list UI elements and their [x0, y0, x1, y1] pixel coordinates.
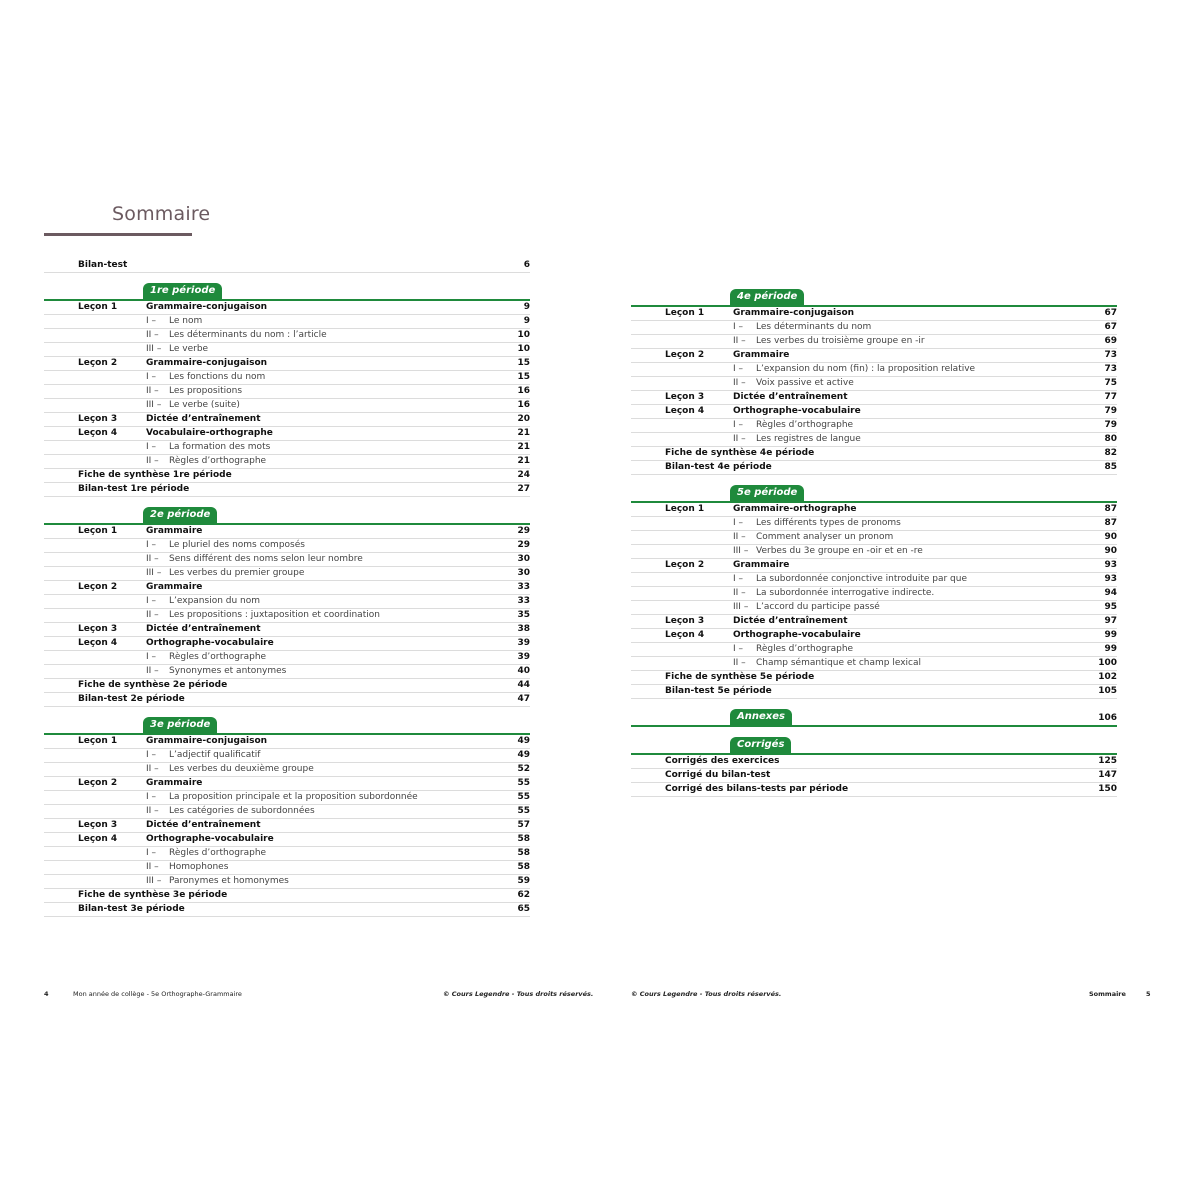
entry-text: Les fonctions du nom: [169, 372, 266, 382]
entry-heading: Grammaire: [146, 582, 203, 592]
toc-entry[interactable]: [44, 259, 530, 273]
entry-number: II –: [146, 554, 159, 564]
entry-text: Les catégories de subordonnées: [169, 806, 315, 816]
entry-text: Règles d’orthographe: [169, 652, 267, 662]
entry-text: Les déterminants du nom: [756, 322, 872, 332]
period-header: [44, 713, 530, 735]
page-number: 79: [1104, 420, 1117, 430]
toc-subentry[interactable]: [44, 805, 530, 819]
toc-subentry[interactable]: [44, 539, 530, 553]
period-header: [631, 705, 1117, 727]
toc-subentry[interactable]: [44, 329, 530, 343]
entry-number: I –: [733, 420, 744, 430]
period-title: Corrigés: [730, 737, 791, 753]
entry-heading: Dictée d’entraînement: [733, 392, 848, 402]
entry-label: Leçon 4: [665, 406, 705, 416]
entry-number: II –: [146, 386, 159, 396]
entry-label: Bilan-test: [78, 260, 128, 270]
entry-heading: Vocabulaire-orthographe: [146, 428, 273, 438]
toc-entry[interactable]: [631, 755, 1117, 769]
toc-subentry[interactable]: [44, 651, 530, 665]
page-number: 21: [517, 456, 530, 466]
entry-text: Règles d’orthographe: [756, 644, 854, 654]
entry-label: Leçon 3: [78, 820, 118, 830]
entry-number: II –: [733, 658, 746, 668]
page-number: 102: [1098, 672, 1117, 682]
entry-label: Leçon 2: [78, 582, 118, 592]
entry-heading: Orthographe-vocabulaire: [733, 630, 861, 640]
page-number: 38: [517, 624, 530, 634]
toc-subentry[interactable]: [44, 371, 530, 385]
toc-entry[interactable]: [44, 581, 530, 595]
entry-number: II –: [733, 434, 746, 444]
entry-number: II –: [733, 378, 746, 388]
entry-heading: Orthographe-vocabulaire: [146, 834, 274, 844]
entry-number: III –: [146, 876, 162, 886]
toc-subentry[interactable]: [631, 531, 1117, 545]
toc-subentry[interactable]: [44, 665, 530, 679]
toc-subentry[interactable]: [44, 399, 530, 413]
page-number: 99: [1104, 644, 1117, 654]
toc-subentry[interactable]: [631, 657, 1117, 671]
entry-number: I –: [733, 644, 744, 654]
page-number: 67: [1104, 308, 1117, 318]
toc-subentry[interactable]: [631, 601, 1117, 615]
period-header: [631, 733, 1117, 755]
entry-text: Les verbes du deuxième groupe: [169, 764, 314, 774]
entry-text: L’expansion du nom (fin) : la proposition relative: [756, 364, 976, 374]
entry-number: II –: [146, 806, 159, 816]
entry-number: I –: [146, 848, 157, 858]
page-number: 49: [517, 736, 530, 746]
entry-label: Leçon 2: [665, 350, 705, 360]
entry-label: Bilan-test 4e période: [665, 462, 772, 472]
period-title: Annexes: [730, 709, 792, 725]
toc-subentry[interactable]: [631, 643, 1117, 657]
page-number: 87: [1104, 518, 1117, 528]
period-header: [44, 279, 530, 301]
footer-left-copyright: © Cours Legendre - Tous droits réservés.: [443, 990, 594, 998]
entry-label: Leçon 4: [78, 638, 118, 648]
page-number: 93: [1104, 560, 1117, 570]
toc-subentry[interactable]: [631, 517, 1117, 531]
entry-label: Leçon 4: [78, 834, 118, 844]
page-number: 67: [1104, 322, 1117, 332]
entry-text: La proposition principale et la proposition subordonnée: [169, 792, 418, 802]
title-underline: [44, 233, 192, 236]
entry-text: Les différents types de pronoms: [756, 518, 901, 528]
page-number: 95: [1104, 602, 1117, 612]
entry-text: La subordonnée conjonctive introduite par que: [756, 574, 968, 584]
entry-label: Fiche de synthèse 4e période: [665, 448, 815, 458]
entry-text: Les propositions: [169, 386, 243, 396]
page-number: 93: [1104, 574, 1117, 584]
page-number: 79: [1104, 406, 1117, 416]
page-number: 10: [517, 344, 530, 354]
toc-entry[interactable]: [631, 447, 1117, 461]
page-number: 10: [517, 330, 530, 340]
page-number: 97: [1104, 616, 1117, 626]
toc-subentry[interactable]: [44, 861, 530, 875]
entry-number: I –: [733, 518, 744, 528]
page-number: 44: [517, 680, 530, 690]
toc-entry[interactable]: [631, 615, 1117, 629]
toc-entry[interactable]: [631, 391, 1117, 405]
entry-number: II –: [146, 862, 159, 872]
entry-number: I –: [733, 364, 744, 374]
page-title: Sommaire: [112, 203, 211, 225]
entry-text: L’adjectif qualificatif: [169, 750, 261, 760]
entry-label: Leçon 1: [78, 302, 118, 312]
entry-heading: Orthographe-vocabulaire: [146, 638, 274, 648]
toc-entry[interactable]: [44, 819, 530, 833]
toc-entry[interactable]: [44, 833, 530, 847]
toc-subentry[interactable]: [631, 321, 1117, 335]
toc-subentry[interactable]: [44, 791, 530, 805]
entry-number: I –: [146, 372, 157, 382]
entry-heading: Grammaire: [146, 778, 203, 788]
entry-number: II –: [146, 666, 159, 676]
entry-heading: Grammaire-orthographe: [733, 504, 857, 514]
entry-text: Paronymes et homonymes: [169, 876, 289, 886]
page-number: 73: [1104, 364, 1117, 374]
page-number: 21: [517, 428, 530, 438]
entry-heading: Grammaire-conjugaison: [146, 358, 268, 368]
page-number: 100: [1098, 658, 1117, 668]
page-number: 39: [517, 638, 530, 648]
toc-entry[interactable]: [631, 461, 1117, 475]
entry-label: Leçon 3: [78, 414, 118, 424]
page-number: 29: [517, 526, 530, 536]
page-number: 9: [523, 316, 530, 326]
entry-text: Champ sémantique et champ lexical: [756, 658, 922, 668]
toc-subentry[interactable]: [631, 573, 1117, 587]
page-number: 59: [517, 876, 530, 886]
page-number: 9: [523, 302, 530, 312]
entry-label: Fiche de synthèse 3e période: [78, 890, 228, 900]
page-number: 27: [517, 484, 530, 494]
page-number: 49: [517, 750, 530, 760]
entry-text: Le pluriel des noms composés: [169, 540, 305, 550]
entry-heading: Orthographe-vocabulaire: [733, 406, 861, 416]
entry-label: Leçon 2: [78, 358, 118, 368]
entry-text: Les verbes du premier groupe: [169, 568, 305, 578]
entry-text: Règles d’orthographe: [169, 456, 267, 466]
entry-label: Leçon 1: [665, 504, 705, 514]
page-number: 80: [1104, 434, 1117, 444]
entry-heading: Grammaire: [146, 526, 203, 536]
page-number: 85: [1104, 462, 1117, 472]
toc-entry[interactable]: [631, 307, 1117, 321]
page-number: 62: [517, 890, 530, 900]
toc-entry[interactable]: [631, 405, 1117, 419]
toc-left-column: [44, 259, 530, 917]
page-number: 33: [517, 582, 530, 592]
toc-subentry[interactable]: [44, 763, 530, 777]
page-number: 75: [1104, 378, 1117, 388]
entry-text: Le verbe (suite): [169, 400, 240, 410]
entry-label: Leçon 2: [665, 560, 705, 570]
entry-text: Sens différent des noms selon leur nombre: [169, 554, 363, 564]
page-number: 15: [517, 372, 530, 382]
entry-label: Corrigé du bilan-test: [665, 770, 771, 780]
entry-number: I –: [146, 792, 157, 802]
entry-text: Le nom: [169, 316, 203, 326]
toc-entry[interactable]: [44, 693, 530, 707]
toc-subentry[interactable]: [44, 343, 530, 357]
toc-subentry[interactable]: [631, 433, 1117, 447]
page-number: 87: [1104, 504, 1117, 514]
entry-text: La formation des mots: [169, 442, 271, 452]
toc-entry[interactable]: [631, 349, 1117, 363]
entry-number: I –: [733, 574, 744, 584]
footer-right-copyright: © Cours Legendre - Tous droits réservés.: [631, 990, 782, 998]
toc-entry[interactable]: [44, 679, 530, 693]
period-title: 3e période: [143, 717, 217, 733]
toc-entry[interactable]: [44, 525, 530, 539]
entry-heading: Grammaire-conjugaison: [146, 302, 268, 312]
page-number: 58: [517, 862, 530, 872]
toc-entry[interactable]: [631, 503, 1117, 517]
entry-label: Fiche de synthèse 2e période: [78, 680, 228, 690]
toc-subentry[interactable]: [44, 455, 530, 469]
toc-entry[interactable]: [631, 629, 1117, 643]
entry-label: Leçon 1: [665, 308, 705, 318]
page-number: 47: [517, 694, 530, 704]
entry-text: Verbes du 3e groupe en -oir et en -re: [756, 546, 923, 556]
page-number: 73: [1104, 350, 1117, 360]
entry-heading: Dictée d’entraînement: [146, 820, 261, 830]
entry-label: Bilan-test 1re période: [78, 484, 190, 494]
entry-text: Les déterminants du nom : l’article: [169, 330, 327, 340]
entry-number: II –: [733, 532, 746, 542]
page-number: 57: [517, 820, 530, 830]
toc-subentry[interactable]: [631, 335, 1117, 349]
toc-entry[interactable]: [44, 903, 530, 917]
toc-subentry[interactable]: [631, 363, 1117, 377]
toc-subentry[interactable]: [631, 545, 1117, 559]
page-number: 16: [517, 400, 530, 410]
entry-label: Leçon 1: [78, 526, 118, 536]
entry-label: Leçon 3: [665, 616, 705, 626]
period-title: 4e période: [730, 289, 804, 305]
period-header: [631, 285, 1117, 307]
entry-text: Les registres de langue: [756, 434, 861, 444]
page-number: 90: [1104, 546, 1117, 556]
entry-number: I –: [146, 652, 157, 662]
toc-entry[interactable]: [44, 413, 530, 427]
page-number: 55: [517, 792, 530, 802]
entry-text: L’accord du participe passé: [756, 602, 880, 612]
period-title: 2e période: [143, 507, 217, 523]
page-number: 33: [517, 596, 530, 606]
footer-left-page-number: 4: [44, 990, 49, 998]
page-number: 29: [517, 540, 530, 550]
toc-subentry[interactable]: [631, 377, 1117, 391]
period-header: [631, 481, 1117, 503]
period-header: [44, 503, 530, 525]
entry-text: Les propositions : juxtaposition et coordination: [169, 610, 380, 620]
entry-label: Fiche de synthèse 5e période: [665, 672, 815, 682]
entry-label: Leçon 2: [78, 778, 118, 788]
entry-label: Bilan-test 3e période: [78, 904, 185, 914]
page-number: 82: [1104, 448, 1117, 458]
toc-entry[interactable]: [44, 357, 530, 371]
entry-label: Corrigé des bilans-tests par période: [665, 784, 849, 794]
entry-text: Le verbe: [169, 344, 209, 354]
page-number: 35: [517, 610, 530, 620]
toc-entry[interactable]: [44, 777, 530, 791]
entry-text: L’expansion du nom: [169, 596, 261, 606]
entry-label: Leçon 3: [665, 392, 705, 402]
page-number: 105: [1098, 686, 1117, 696]
entry-label: Bilan-test 5e période: [665, 686, 772, 696]
entry-text: Homophones: [169, 862, 229, 872]
entry-heading: Dictée d’entraînement: [146, 624, 261, 634]
entry-text: Règles d’orthographe: [756, 420, 854, 430]
page-number: 55: [517, 806, 530, 816]
entry-number: I –: [146, 750, 157, 760]
toc-entry[interactable]: [44, 427, 530, 441]
page-number: 30: [517, 568, 530, 578]
entry-label: Leçon 4: [78, 428, 118, 438]
entry-number: II –: [733, 336, 746, 346]
entry-heading: Dictée d’entraînement: [733, 616, 848, 626]
entry-number: II –: [146, 456, 159, 466]
toc-entry[interactable]: [631, 783, 1117, 797]
toc-entry[interactable]: [44, 301, 530, 315]
entry-label: Leçon 3: [78, 624, 118, 634]
toc-subentry[interactable]: [44, 567, 530, 581]
page-number: 30: [517, 554, 530, 564]
footer-right-page-number: 5: [1146, 990, 1151, 998]
toc-entry[interactable]: [44, 623, 530, 637]
page-number: 90: [1104, 532, 1117, 542]
page-number: 77: [1104, 392, 1117, 402]
toc-entry[interactable]: [44, 637, 530, 651]
page-number: 15: [517, 358, 530, 368]
page-number: 125: [1098, 756, 1117, 766]
toc-subentry[interactable]: [44, 315, 530, 329]
page-number: 52: [517, 764, 530, 774]
toc-subentry[interactable]: [44, 385, 530, 399]
toc-right-column: [631, 279, 1117, 797]
page-number: 58: [517, 848, 530, 858]
toc-subentry[interactable]: [44, 875, 530, 889]
entry-label: Corrigés des exercices: [665, 756, 780, 766]
entry-number: II –: [146, 330, 159, 340]
entry-label: Fiche de synthèse 1re période: [78, 470, 232, 480]
toc-entry[interactable]: [631, 685, 1117, 699]
toc-entry[interactable]: [631, 559, 1117, 573]
entry-heading: Grammaire: [733, 560, 790, 570]
entry-text: Comment analyser un pronom: [756, 532, 894, 542]
toc-entry[interactable]: [44, 469, 530, 483]
page-number: 147: [1098, 770, 1117, 780]
toc-entry[interactable]: [44, 483, 530, 497]
toc-subentry[interactable]: [44, 595, 530, 609]
period-title: 1re période: [143, 283, 222, 299]
entry-text: Voix passive et active: [756, 378, 854, 388]
entry-number: III –: [146, 568, 162, 578]
toc-subentry[interactable]: [44, 609, 530, 623]
toc-subentry[interactable]: [44, 553, 530, 567]
entry-number: III –: [146, 400, 162, 410]
page-number: 65: [517, 904, 530, 914]
page-number: 40: [517, 666, 530, 676]
page-number: 20: [517, 414, 530, 424]
entry-text: La subordonnée interrogative indirecte.: [756, 588, 935, 598]
entry-number: I –: [146, 596, 157, 606]
toc-subentry[interactable]: [44, 749, 530, 763]
toc-subentry[interactable]: [631, 419, 1117, 433]
entry-number: I –: [733, 322, 744, 332]
page-number: 99: [1104, 630, 1117, 640]
page-number: 69: [1104, 336, 1117, 346]
entry-text: Synonymes et antonymes: [169, 666, 287, 676]
toc-entry[interactable]: [631, 671, 1117, 685]
entry-number: III –: [146, 344, 162, 354]
footer-book-title: Mon année de collège - 5e Orthographe-Grammaire: [73, 990, 242, 998]
page-number: 24: [517, 470, 530, 480]
entry-text: Règles d’orthographe: [169, 848, 267, 858]
footer-section-name: Sommaire: [1089, 990, 1126, 998]
page-number: 39: [517, 652, 530, 662]
entry-heading: Grammaire: [733, 350, 790, 360]
entry-number: I –: [146, 316, 157, 326]
entry-heading: Grammaire-conjugaison: [146, 736, 268, 746]
page-number: 94: [1104, 588, 1117, 598]
page-number: 150: [1098, 784, 1117, 794]
page-number: 55: [517, 778, 530, 788]
entry-number: I –: [146, 442, 157, 452]
entry-number: I –: [146, 540, 157, 550]
entry-label: Leçon 4: [665, 630, 705, 640]
toc-entry[interactable]: [44, 735, 530, 749]
entry-label: Leçon 1: [78, 736, 118, 746]
entry-heading: Grammaire-conjugaison: [733, 308, 855, 318]
toc-subentry[interactable]: [631, 587, 1117, 601]
page-number: 106: [1098, 713, 1117, 723]
entry-number: III –: [733, 602, 749, 612]
toc-entry[interactable]: [44, 889, 530, 903]
page-number: 21: [517, 442, 530, 452]
toc-subentry[interactable]: [44, 441, 530, 455]
entry-number: II –: [146, 610, 159, 620]
entry-label: Bilan-test 2e période: [78, 694, 185, 704]
entry-number: III –: [733, 546, 749, 556]
page-number: 58: [517, 834, 530, 844]
entry-heading: Dictée d’entraînement: [146, 414, 261, 424]
toc-subentry[interactable]: [44, 847, 530, 861]
page-number: 6: [523, 260, 530, 270]
period-title: 5e période: [730, 485, 804, 501]
entry-number: II –: [146, 764, 159, 774]
toc-entry[interactable]: [631, 769, 1117, 783]
entry-number: II –: [733, 588, 746, 598]
page-number: 16: [517, 386, 530, 396]
entry-text: Les verbes du troisième groupe en -ir: [756, 336, 925, 346]
